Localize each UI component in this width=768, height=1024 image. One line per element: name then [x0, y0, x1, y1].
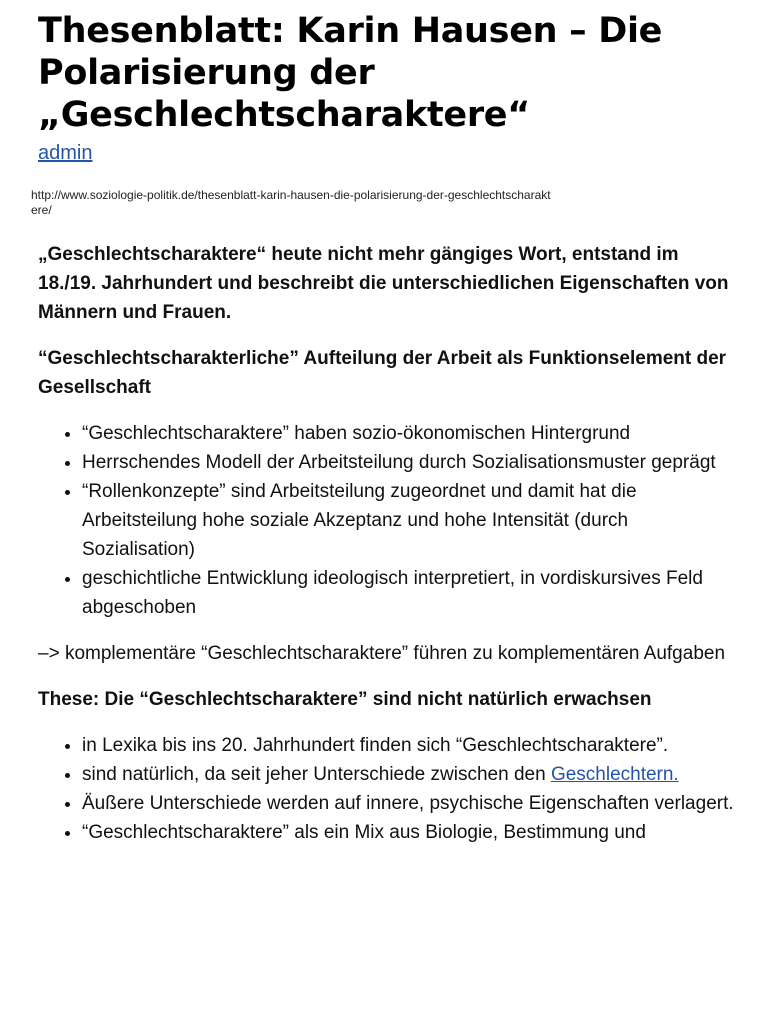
list-item: • “Rollenkonzepte” sind Arbeitsteilung zugeordnet und damit hat die Arbeitsteilung hohe soziale Akzeptanz und hohe Intensität (durch Sozialisation) [82, 477, 738, 564]
list-item: • “Geschlechtscharaktere” haben sozio-ökonomischen Hintergrund [82, 419, 738, 448]
list-item: • Herrschendes Modell der Arbeitsteilung durch Sozialisationsmuster geprägt [82, 448, 738, 477]
source-url: http://www.soziologie-politik.de/thesenblatt-karin-hausen-die-polarisierung-der-geschlechtscharaktere/ [31, 188, 551, 217]
bullet-list-arbeitsteilung [38, 419, 738, 622]
author-link[interactable]: admin [38, 142, 93, 164]
section-heading-arbeitsteilung: “Geschlechtscharakterliche” Aufteilung der Arbeit als Funktionselement der Gesellschaft [38, 348, 727, 398]
geschlechtern-link[interactable]: Geschlechtern. [550, 764, 679, 785]
list-item [82, 760, 738, 789]
list-item: • Äußere Unterschiede werden auf innere, psychische Eigenschaften verlagert. [82, 789, 738, 818]
conclusion-paragraph: –> komplementäre “Geschlechtscharaktere” führen zu komplementären Aufgaben [38, 643, 726, 664]
intro-paragraph: „Geschlechtscharaktere“ heute nicht mehr gängiges Wort, entstand im 18./19. Jahrhundert und beschreibt die unterschiedlichen Eigenschaften von Männern und Frauen. [38, 244, 729, 323]
bullet-list-these [38, 731, 738, 847]
list-item: • geschichtliche Entwicklung ideologisch interpretiert, in vordiskursives Feld abgeschoben [82, 564, 738, 622]
list-item: • “Geschlechtscharaktere” als ein Mix aus Biologie, Bestimmung und [82, 818, 738, 847]
article [31, 10, 738, 843]
list-item-text: sind natürlich, da seit jeher Unterschiede zwischen den [82, 764, 551, 785]
list-item: • in Lexika bis ins 20. Jahrhundert finden sich “Geschlechtscharaktere”. [82, 731, 738, 760]
section-heading-these: These: Die “Geschlechtscharaktere” sind nicht natürlich erwachsen [38, 689, 652, 710]
article-body [38, 240, 738, 864]
article-title: Thesenblatt: Karin Hausen – Die Polarisierung der „Geschlechtscharaktere“ [38, 11, 663, 135]
